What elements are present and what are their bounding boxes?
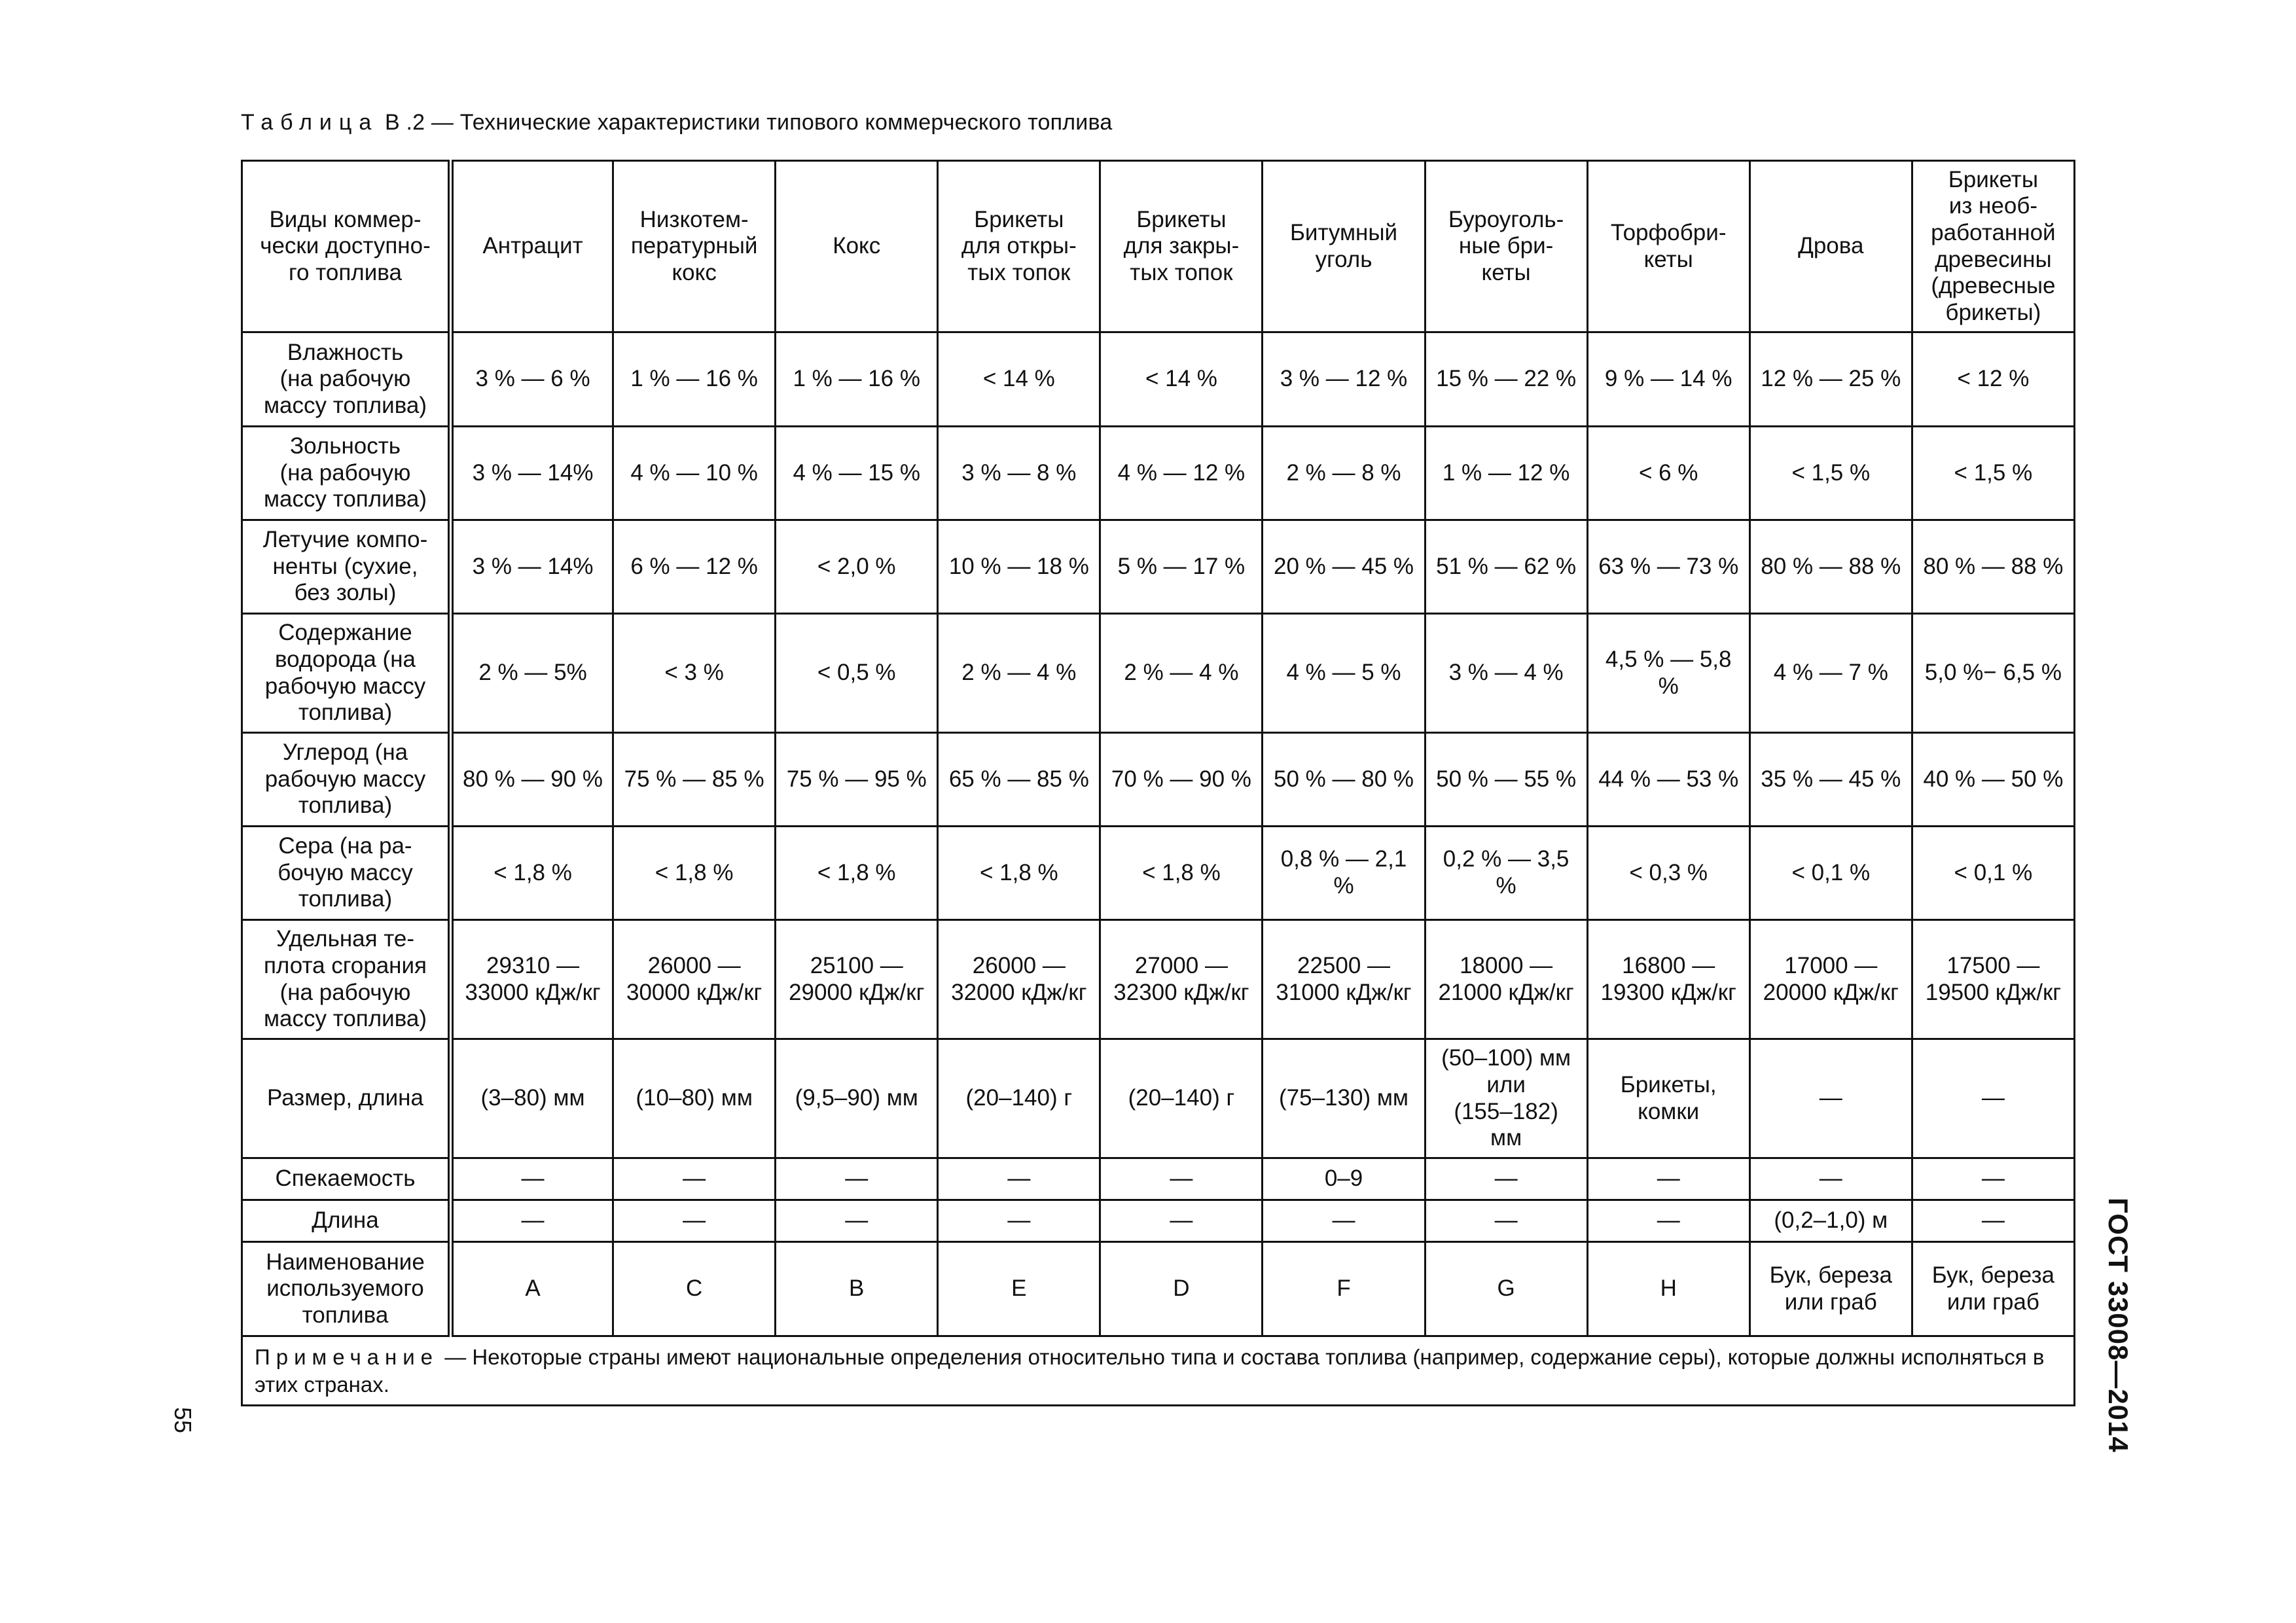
data-cell: 0,2 % — 3,5 % (1425, 827, 1587, 920)
data-cell: < 1,8 % (451, 827, 613, 920)
data-cell: 65 % — 85 % (938, 733, 1100, 827)
table-caption-label: Таблица (241, 110, 379, 135)
data-cell: 0–9 (1263, 1158, 1425, 1200)
row-header-cell: Спекаемость (242, 1158, 451, 1200)
table-row (242, 733, 2075, 827)
data-cell: < 3 % (613, 614, 776, 733)
table-row (242, 427, 2075, 520)
data-cell: (10–80) мм (613, 1039, 776, 1158)
data-cell: 10 % — 18 % (938, 520, 1100, 614)
table-caption (241, 110, 1112, 135)
data-cell: 26000 — 30000 кДж/кг (613, 920, 776, 1039)
data-cell: < 1,5 % (1912, 427, 2074, 520)
header-cell: Кокс (776, 161, 938, 332)
data-cell: 4 % — 15 % (776, 427, 938, 520)
note-row (242, 1336, 2075, 1406)
data-cell: < 0,1 % (1912, 827, 2074, 920)
header-cell: Антрацит (451, 161, 613, 332)
page-number: 55 (170, 1407, 196, 1434)
data-cell: 4,5 % — 5,8 % (1587, 614, 1749, 733)
row-header-cell: Сера (на ра- бочую массу топлива) (242, 827, 451, 920)
data-cell: 80 % — 88 % (1749, 520, 1912, 614)
header-cell: Дрова (1749, 161, 1912, 332)
data-cell: — (1912, 1200, 2074, 1242)
data-cell: 2 % — 4 % (938, 614, 1100, 733)
data-cell: — (1100, 1158, 1263, 1200)
row-header-cell: Удельная те- плота сгорания (на рабочую массу топлива) (242, 920, 451, 1039)
note-label: Примечание (255, 1345, 439, 1370)
data-cell: 2 % — 5% (451, 614, 613, 733)
data-cell: 3 % — 14% (451, 520, 613, 614)
table-row (242, 920, 2075, 1039)
data-cell: — (1425, 1200, 1587, 1242)
row-header-cell: Длина (242, 1200, 451, 1242)
data-cell: — (1587, 1200, 1749, 1242)
data-cell: 75 % — 95 % (776, 733, 938, 827)
data-cell: 18000 — 21000 кДж/кг (1425, 920, 1587, 1039)
data-cell: — (938, 1158, 1100, 1200)
data-cell: 50 % — 80 % (1263, 733, 1425, 827)
data-cell: (75–130) мм (1263, 1039, 1425, 1158)
table-row (242, 1039, 2075, 1158)
data-cell: < 14 % (1100, 332, 1263, 427)
table-row (242, 827, 2075, 920)
data-cell: (50–100) мм или (155–182) мм (1425, 1039, 1587, 1158)
data-cell: 2 % — 4 % (1100, 614, 1263, 733)
data-cell: < 0,1 % (1749, 827, 1912, 920)
data-cell: 3 % — 14% (451, 427, 613, 520)
data-cell: 5 % — 17 % (1100, 520, 1263, 614)
data-cell: 4 % — 7 % (1749, 614, 1912, 733)
data-cell: — (1100, 1200, 1263, 1242)
data-cell: < 1,8 % (938, 827, 1100, 920)
data-cell: G (1425, 1242, 1587, 1336)
data-cell: E (938, 1242, 1100, 1336)
header-cell: Битумный уголь (1263, 161, 1425, 332)
data-cell: < 1,8 % (776, 827, 938, 920)
data-cell: 29310 — 33000 кДж/кг (451, 920, 613, 1039)
data-cell: — (451, 1158, 613, 1200)
data-cell: 3 % — 6 % (451, 332, 613, 427)
data-cell: (20–140) г (1100, 1039, 1263, 1158)
header-cell-fuel-type: Виды коммер- чески доступно- го топлива (242, 161, 451, 332)
row-header-cell: Размер, длина (242, 1039, 451, 1158)
row-header-cell: Наименование используемого топлива (242, 1242, 451, 1336)
data-cell: H (1587, 1242, 1749, 1336)
data-cell: 1 % — 16 % (776, 332, 938, 427)
data-cell: — (1912, 1039, 2074, 1158)
data-cell: 1 % — 16 % (613, 332, 776, 427)
data-cell: 80 % — 90 % (451, 733, 613, 827)
fuel-specs-table (241, 160, 2075, 1406)
data-cell: (20–140) г (938, 1039, 1100, 1158)
data-cell: — (1263, 1200, 1425, 1242)
data-cell: 6 % — 12 % (613, 520, 776, 614)
table-row (242, 1242, 2075, 1336)
data-cell: — (1587, 1158, 1749, 1200)
data-cell: 35 % — 45 % (1749, 733, 1912, 827)
table-caption-text: В .2 — Технические характеристики типового коммерческого топлива (384, 110, 1113, 135)
data-cell: < 12 % (1912, 332, 2074, 427)
header-cell: Торфобри- кеты (1587, 161, 1749, 332)
table-row (242, 614, 2075, 733)
data-cell: — (776, 1158, 938, 1200)
data-cell: 2 % — 8 % (1263, 427, 1425, 520)
data-cell: 50 % — 55 % (1425, 733, 1587, 827)
data-cell: 17500 — 19500 кДж/кг (1912, 920, 2074, 1039)
data-cell: 4 % — 12 % (1100, 427, 1263, 520)
data-cell: 9 % — 14 % (1587, 332, 1749, 427)
data-cell: < 1,8 % (613, 827, 776, 920)
row-header-cell: Содержание водорода (на рабочую массу топлива) (242, 614, 451, 733)
data-cell: B (776, 1242, 938, 1336)
data-cell: < 6 % (1587, 427, 1749, 520)
data-cell: 3 % — 12 % (1263, 332, 1425, 427)
note-text: — Некоторые страны имеют национальные определения относительно типа и состава топлива (например, содержание серы), которые должны исполняться в этих странах. (255, 1345, 2045, 1397)
data-cell: 0,8 % — 2,1 % (1263, 827, 1425, 920)
data-cell: 1 % — 12 % (1425, 427, 1587, 520)
table-row (242, 332, 2075, 427)
data-cell: 26000 — 32000 кДж/кг (938, 920, 1100, 1039)
data-cell: — (613, 1200, 776, 1242)
data-cell: 80 % — 88 % (1912, 520, 2074, 614)
table-note (242, 1336, 2075, 1406)
data-cell: 75 % — 85 % (613, 733, 776, 827)
table-header-row (242, 161, 2075, 332)
data-cell: 15 % — 22 % (1425, 332, 1587, 427)
data-cell: 70 % — 90 % (1100, 733, 1263, 827)
data-cell: < 14 % (938, 332, 1100, 427)
header-cell: Брикеты из необ- работанной древесины (древесные брикеты) (1912, 161, 2074, 332)
row-header-cell: Зольность (на рабочую массу топлива) (242, 427, 451, 520)
data-cell: 4 % — 10 % (613, 427, 776, 520)
data-cell: — (776, 1200, 938, 1242)
header-cell: Низкотем- пературный кокс (613, 161, 776, 332)
data-cell: (0,2–1,0) м (1749, 1200, 1912, 1242)
data-cell: Бук, береза или граб (1912, 1242, 2074, 1336)
data-cell: C (613, 1242, 776, 1336)
data-cell: 4 % — 5 % (1263, 614, 1425, 733)
data-cell: 17000 — 20000 кДж/кг (1749, 920, 1912, 1039)
data-cell: D (1100, 1242, 1263, 1336)
data-cell: 3 % — 8 % (938, 427, 1100, 520)
data-cell: 5,0 %− 6,5 % (1912, 614, 2074, 733)
header-cell: Буроуголь- ные бри- кеты (1425, 161, 1587, 332)
data-cell: — (1749, 1039, 1912, 1158)
document-standard-title: ГОСТ 33008—2014 (2103, 1198, 2134, 1453)
data-cell: — (938, 1200, 1100, 1242)
data-cell: 51 % — 62 % (1425, 520, 1587, 614)
data-cell: F (1263, 1242, 1425, 1336)
data-cell: — (451, 1200, 613, 1242)
data-cell: Бук, береза или граб (1749, 1242, 1912, 1336)
row-header-cell: Углерод (на рабочую массу топлива) (242, 733, 451, 827)
table-row (242, 1200, 2075, 1242)
data-cell: 20 % — 45 % (1263, 520, 1425, 614)
data-cell: 3 % — 4 % (1425, 614, 1587, 733)
data-cell: < 0,5 % (776, 614, 938, 733)
table-row (242, 520, 2075, 614)
data-cell: — (1749, 1158, 1912, 1200)
data-cell: 63 % — 73 % (1587, 520, 1749, 614)
data-cell: 25100 — 29000 кДж/кг (776, 920, 938, 1039)
data-cell: < 2,0 % (776, 520, 938, 614)
data-cell: < 1,5 % (1749, 427, 1912, 520)
table-row (242, 1158, 2075, 1200)
data-cell: (3–80) мм (451, 1039, 613, 1158)
data-cell: 44 % — 53 % (1587, 733, 1749, 827)
row-header-cell: Летучие компо- ненты (сухие, без золы) (242, 520, 451, 614)
data-cell: — (1912, 1158, 2074, 1200)
data-cell: < 1,8 % (1100, 827, 1263, 920)
data-cell: (9,5–90) мм (776, 1039, 938, 1158)
data-cell: 16800 — 19300 кДж/кг (1587, 920, 1749, 1039)
data-cell: — (1425, 1158, 1587, 1200)
header-cell: Брикеты для закры- тых топок (1100, 161, 1263, 332)
header-cell: Брикеты для откры- тых топок (938, 161, 1100, 332)
data-cell: 40 % — 50 % (1912, 733, 2074, 827)
data-cell: A (451, 1242, 613, 1336)
data-cell: 12 % — 25 % (1749, 332, 1912, 427)
data-cell: Брикеты, комки (1587, 1039, 1749, 1158)
row-header-cell: Влажность (на рабочую массу топлива) (242, 332, 451, 427)
data-cell: — (613, 1158, 776, 1200)
data-cell: 27000 — 32300 кДж/кг (1100, 920, 1263, 1039)
data-cell: 22500 — 31000 кДж/кг (1263, 920, 1425, 1039)
data-cell: < 0,3 % (1587, 827, 1749, 920)
